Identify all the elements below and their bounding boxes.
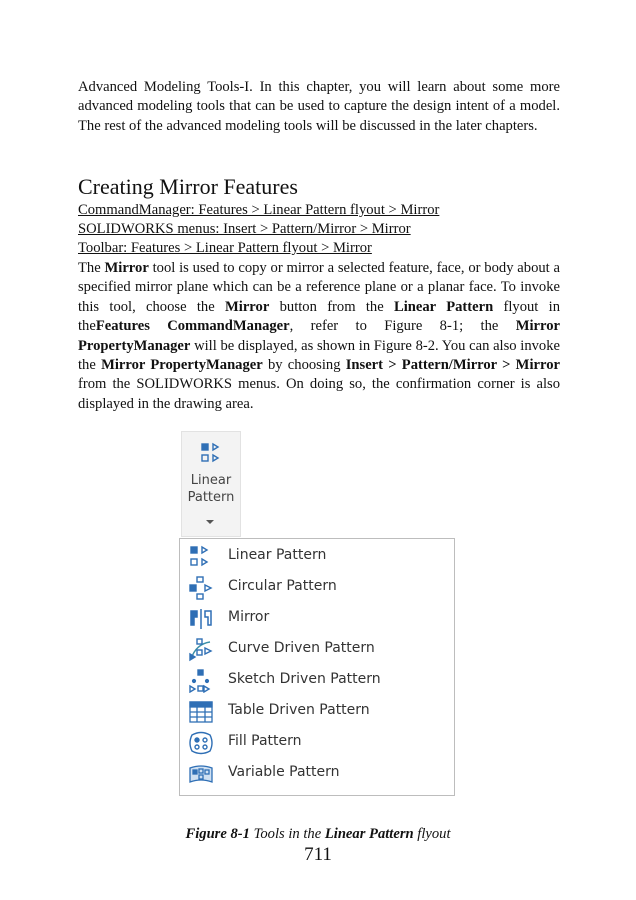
flyout-item-variable-pattern[interactable] — [188, 760, 448, 788]
flyout-label: Variable Pattern — [228, 764, 340, 780]
figure-caption — [0, 826, 636, 843]
flyout-label: Mirror — [228, 609, 270, 625]
flyout-item-table-driven-pattern[interactable] — [188, 698, 448, 726]
body-text-8: from the SOLIDWORKS menus. On doing so, the confirmation corner is also displayed in the drawing area. — [78, 376, 560, 412]
body-bold-5: Mirror PropertyManager — [78, 318, 560, 354]
flyout-item-sketch-driven-pattern[interactable] — [188, 667, 448, 695]
body-text-1: The — [78, 260, 105, 276]
body-bold-1: Mirror — [104, 260, 149, 276]
body-text-7: by choosing — [262, 357, 346, 374]
flyout-item-linear-pattern[interactable] — [188, 543, 448, 571]
caption-text-2: flyout — [413, 826, 451, 842]
ribbon-label-line1: Linear — [190, 473, 232, 488]
sketch-driven-pattern-icon — [188, 669, 214, 693]
variable-pattern-icon — [188, 762, 214, 786]
mirror-icon — [188, 607, 214, 631]
flyout-label: Curve Driven Pattern — [228, 640, 375, 656]
table-driven-pattern-icon — [188, 700, 214, 724]
flyout-label: Table Driven Pattern — [228, 702, 370, 718]
circular-pattern-icon — [188, 576, 214, 600]
flyout-item-mirror[interactable] — [188, 605, 448, 633]
flyout-item-fill-pattern[interactable] — [188, 729, 448, 757]
body-paragraph — [78, 259, 560, 414]
linear-pattern-flyout — [179, 538, 455, 796]
intro-paragraph: Advanced Modeling Tools-I. In this chapter, you will learn about some more advanced modeling tools that can be used to capture the design intent of a model. The rest of the advanced modeling tools will be discussed in the later chapters. — [78, 79, 560, 134]
flyout-label: Linear Pattern — [228, 547, 327, 563]
body-text-2: tool is used to copy or mirror a selected feature, face, or body about a specified mirror plane which can be a reference plane or a planar face. To invoke this tool, choose the — [78, 260, 560, 315]
curve-driven-pattern-icon — [188, 638, 214, 662]
body-bold-4: Features CommandManager — [95, 318, 290, 335]
linear-pattern-icon — [188, 545, 214, 569]
chevron-down-icon[interactable] — [206, 520, 214, 524]
body-bold-3: Linear Pattern — [394, 298, 494, 315]
flyout-label: Sketch Driven Pattern — [228, 671, 381, 687]
body-text-4: flyout in the — [78, 298, 561, 335]
body-bold-6: Mirror PropertyManager — [101, 357, 263, 374]
body-bold-2: Mirror — [225, 298, 270, 315]
ribbon-label-line2: Pattern — [187, 490, 235, 505]
flyout-label: Fill Pattern — [228, 733, 302, 749]
flyout-item-curve-driven-pattern[interactable] — [188, 636, 448, 664]
flyout-item-circular-pattern[interactable] — [188, 574, 448, 602]
menus-path: SOLIDWORKS menus: Insert > Pattern/Mirror > Mirror — [78, 221, 411, 237]
commandmanager-path: CommandManager: Features > Linear Pattern flyout > Mirror — [78, 202, 440, 218]
caption-text-1: Tools in the — [249, 826, 325, 842]
flyout-label: Circular Pattern — [228, 578, 337, 594]
body-bold-7: Insert > Pattern/Mirror > Mirror — [345, 357, 560, 374]
body-text-6: will be displayed, as shown in Figure 8-2. You can also invoke the — [78, 337, 560, 374]
linear-pattern-icon — [200, 442, 224, 468]
body-text-5: , refer to Figure 8-1; the — [289, 318, 516, 335]
body-text-3: button from the — [269, 298, 394, 315]
caption-figure-number: Figure 8-1 — [185, 826, 250, 842]
section-heading: Creating Mirror Features — [78, 174, 298, 199]
page-number: 711 — [304, 844, 332, 865]
linear-pattern-ribbon-button[interactable] — [181, 431, 241, 537]
toolbar-path: Toolbar: Features > Linear Pattern flyout > Mirror — [78, 240, 372, 256]
caption-bold: Linear Pattern — [324, 826, 414, 842]
fill-pattern-icon — [188, 731, 214, 755]
